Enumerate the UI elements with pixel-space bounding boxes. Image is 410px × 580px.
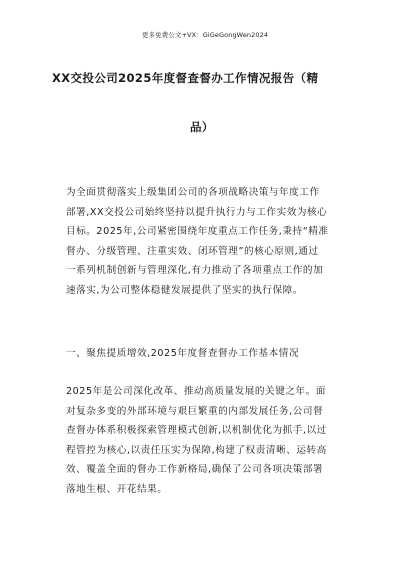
paragraph-line: 督办、分级管理、注重实效、闭环管理”的核心原则,通过	[66, 245, 319, 257]
section-paragraph	[66, 382, 353, 499]
paragraph-line: 程管控为核心,以责任压实为保障,构建了权责清晰、运转高	[66, 444, 327, 456]
paragraph-line: 速落实,为公司整体稳健发展提供了坚实的执行保障。	[66, 284, 303, 296]
paragraph-line: 落地生根、开花结果。	[66, 483, 168, 495]
paragraph-line: 一系列机制创新与管理深化,有力推动了各项重点工作的加	[66, 265, 324, 276]
paragraph-line: 部署,XX交投公司始终坚持以提升执行力与工作实效为核心	[66, 206, 328, 218]
document-title-line-2: 品）	[190, 120, 214, 134]
section-heading: 一、聚焦提质增效,2025年度督查督办工作基本情况	[66, 348, 300, 359]
intro-paragraph	[66, 183, 353, 300]
document-title-line-1: XX交投公司2025年度督查督办工作情况报告（精	[52, 71, 319, 85]
paragraph-line: 查督办体系积极探索管理模式创新,以机制优化为抓手,以过	[66, 425, 327, 436]
paragraph-line: 目标。2025年,公司紧密围绕年度重点工作任务,秉持“精准	[66, 226, 329, 237]
header-note: 更多免费公文+VX：GiGeGongWen2024	[141, 31, 269, 39]
paragraph-line: 对复杂多变的外部环境与艰巨繁重的内部发展任务,公司督	[66, 405, 324, 417]
paragraph-line: 为全面贯彻落实上级集团公司的各项战略决策与年度工作	[66, 187, 320, 198]
paragraph-line: 2025年是公司深化改革、推动高质量发展的关键之年。面	[66, 386, 326, 397]
paragraph-line: 效、覆盖全面的督办工作新格局,确保了公司各项决策部署	[66, 464, 324, 475]
